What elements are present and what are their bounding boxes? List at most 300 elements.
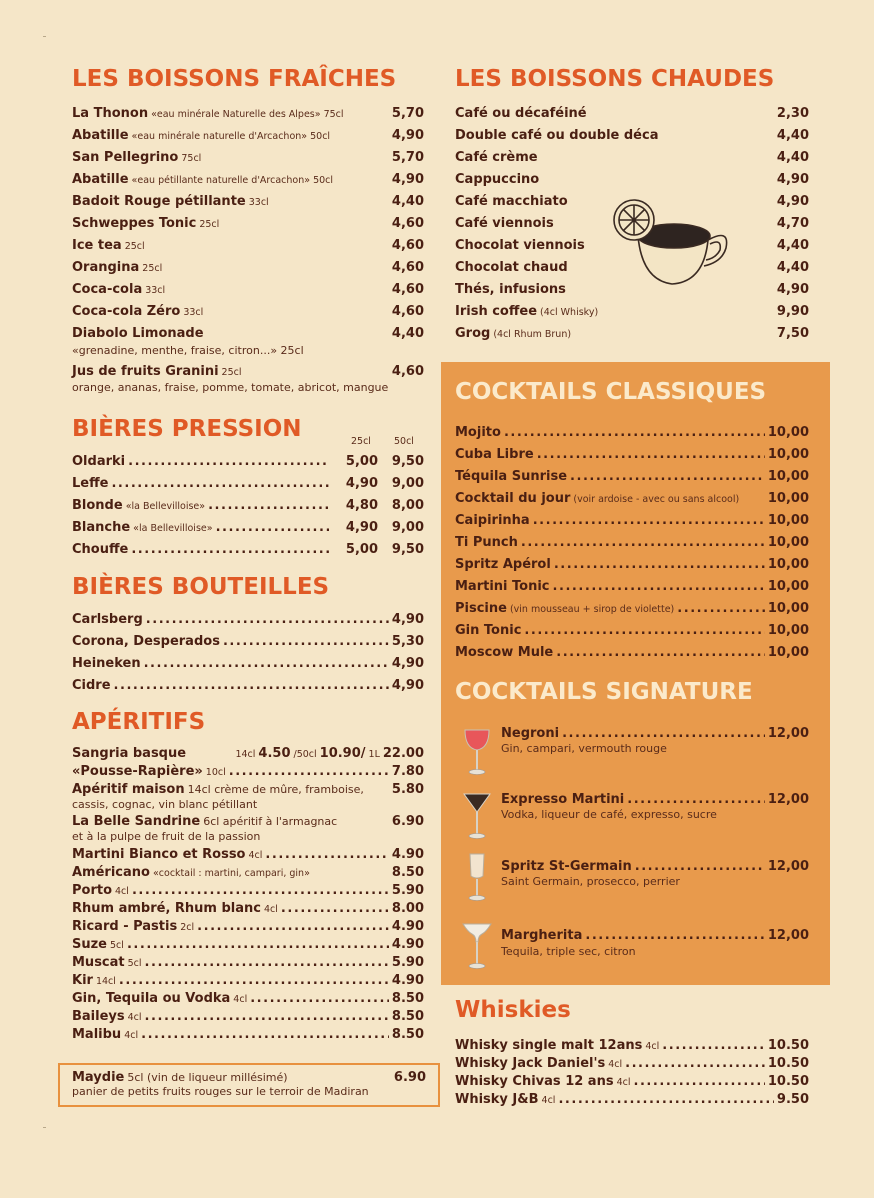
item-price: 4,60 xyxy=(391,304,424,319)
item-price: 10,00 xyxy=(767,623,809,638)
item-name: Américano xyxy=(72,865,150,880)
menu-item xyxy=(72,678,424,694)
item-note: «cocktail : martini, campari, gin» xyxy=(152,868,310,879)
dot-leader xyxy=(229,764,389,780)
item-name: Porto xyxy=(72,883,113,898)
dot-leader xyxy=(144,656,389,672)
menu-item xyxy=(72,194,424,211)
menu-item xyxy=(72,847,424,864)
menu-item xyxy=(501,726,809,742)
item-name: Chouffe xyxy=(72,542,129,557)
menu-item xyxy=(72,883,424,900)
item-name: Chocolat chaud xyxy=(455,260,568,275)
item-name: Spritz Apérol xyxy=(455,557,551,572)
menu-item xyxy=(72,973,424,990)
item-price: 4,60 xyxy=(391,216,424,231)
menu-item xyxy=(72,865,424,882)
dot-leader xyxy=(524,623,764,639)
price-50cl: 10.90/ xyxy=(319,746,366,761)
item-note: 25cl xyxy=(124,241,145,252)
dot-leader xyxy=(281,901,389,917)
item-name: Thés, infusions xyxy=(455,282,566,297)
menu-item xyxy=(455,106,809,122)
item-name: Cappuccino xyxy=(455,172,540,187)
menu-item xyxy=(455,425,809,441)
item-name: Leffe xyxy=(72,476,109,491)
item-note: 14cl xyxy=(95,976,116,987)
menu-item xyxy=(72,238,424,255)
item-name: Diabolo Limonade xyxy=(72,326,204,341)
item-name: Martini Tonic xyxy=(455,579,550,594)
menu-item xyxy=(72,454,424,470)
menu-item xyxy=(72,955,424,972)
item-price: 5.90 xyxy=(391,955,424,970)
item-name: Whisky J&B xyxy=(455,1092,539,1107)
item-note: 4cl xyxy=(124,1030,139,1041)
menu-item xyxy=(72,172,424,189)
item-note: «eau minérale naturelle d'Arcachon» 50cl xyxy=(131,131,331,142)
column-header-25cl: 25cl xyxy=(351,436,371,447)
menu-item xyxy=(72,304,424,321)
item-name: Negroni xyxy=(501,726,560,741)
dot-leader xyxy=(662,1038,765,1054)
item-description: Gin, campari, vermouth rouge xyxy=(501,742,667,755)
dot-leader xyxy=(216,520,329,536)
dot-leader xyxy=(145,1009,389,1025)
size-14cl: 14cl xyxy=(235,749,256,760)
item-name: San Pellegrino xyxy=(72,150,179,165)
item-price: 4,40 xyxy=(776,238,809,253)
item-price: 10,00 xyxy=(767,645,809,660)
item-name: Café ou décaféiné xyxy=(455,106,587,121)
item-price: 4,40 xyxy=(391,194,424,209)
dot-leader xyxy=(119,973,389,989)
item-name: Coca-cola Zéro xyxy=(72,304,181,319)
menu-item xyxy=(72,520,424,537)
dot-leader xyxy=(146,612,389,628)
item-name: Whisky single malt 12ans xyxy=(455,1038,643,1053)
item-note: (voir ardoise - avec ou sans alcool) xyxy=(573,494,740,505)
menu-item xyxy=(455,128,809,144)
item-price: 10,00 xyxy=(767,447,809,462)
item-name: Mojito xyxy=(455,425,501,440)
item-name: Cocktail du jour xyxy=(455,491,571,506)
item-price: 6.90 xyxy=(393,1070,426,1085)
dot-leader xyxy=(141,1027,389,1043)
menu-item xyxy=(455,1038,809,1055)
dot-leader xyxy=(250,991,389,1007)
item-note: 6cl apéritif à l'armagnac xyxy=(203,815,338,828)
item-name: Téquila Sunrise xyxy=(455,469,568,484)
menu-item xyxy=(455,469,809,485)
item-note: (vin mousseau + sirop de violette) xyxy=(509,604,675,615)
item-price: 4.90 xyxy=(391,847,424,862)
item-note: 2cl xyxy=(180,922,195,933)
item-price: 4,60 xyxy=(391,282,424,297)
menu-item xyxy=(72,326,424,342)
item-note: 4cl xyxy=(115,886,129,897)
menu-item xyxy=(72,901,424,918)
item-name: Grog xyxy=(455,326,491,341)
menu-item xyxy=(72,476,424,492)
menu-item xyxy=(72,1009,424,1026)
menu-item xyxy=(455,172,809,188)
item-price: 4,90 xyxy=(391,656,424,671)
menu-item xyxy=(72,282,424,299)
item-price: 8.50 xyxy=(391,1027,424,1042)
menu-item xyxy=(72,919,424,936)
item-name: Chocolat viennois xyxy=(455,238,585,253)
item-price: 5,70 xyxy=(391,150,424,165)
menu-item xyxy=(455,535,809,551)
item-price: 7.80 xyxy=(391,764,424,779)
item-name: Blonde xyxy=(72,498,123,513)
item-price: 4,90 xyxy=(391,612,424,627)
dot-leader xyxy=(553,579,765,595)
price-14cl: 4.50 xyxy=(258,746,291,761)
item-note: 5cl (vin de liqueur millésimé) xyxy=(127,1071,288,1084)
item-price: 10,00 xyxy=(767,425,809,440)
item-price: 4,90 xyxy=(776,194,809,209)
item-name: Corona, Desperados xyxy=(72,634,220,649)
item-price-50cl: 9,50 xyxy=(391,542,424,557)
menu-item xyxy=(455,304,809,321)
item-name: Gin Tonic xyxy=(455,623,522,638)
item-name: Cuba Libre xyxy=(455,447,534,462)
item-name: Whisky Jack Daniel's xyxy=(455,1056,606,1071)
item-price: 4,60 xyxy=(391,260,424,275)
item-name: Rhum ambré, Rhum blanc xyxy=(72,901,261,916)
menu-item xyxy=(455,326,809,343)
item-price: 10.50 xyxy=(767,1074,809,1089)
dot-leader xyxy=(208,498,329,514)
menu-item xyxy=(455,491,809,508)
menu-item xyxy=(72,216,424,233)
item-price-50cl: 9,00 xyxy=(391,520,424,535)
item-price: 4.90 xyxy=(391,919,424,934)
dot-leader xyxy=(111,476,329,492)
item-price: 4,90 xyxy=(776,282,809,297)
item-price-25cl: 5,00 xyxy=(345,542,378,557)
size-1l: 1L xyxy=(368,749,380,760)
item-price: 9.50 xyxy=(776,1092,809,1107)
item-price: 8.50 xyxy=(391,991,424,1006)
item-name: Martini Bianco et Rosso xyxy=(72,847,246,862)
item-name: Orangina xyxy=(72,260,140,275)
item-name: «Pousse-Rapière» xyxy=(72,764,203,779)
item-name: Suze xyxy=(72,937,108,952)
section-title-cocktails-signature: COCKTAILS SIGNATURE xyxy=(455,679,753,705)
corner-mark xyxy=(43,1127,46,1128)
item-name: Maydie xyxy=(72,1070,125,1085)
item-note: 75cl xyxy=(181,153,202,164)
item-note: 4cl xyxy=(248,850,263,861)
corner-mark xyxy=(43,36,46,37)
item-name: Caipirinha xyxy=(455,513,530,528)
section-title-boissons-chaudes: LES BOISSONS CHAUDES xyxy=(455,66,775,92)
item-price: 2,30 xyxy=(776,106,809,121)
dot-leader xyxy=(570,469,765,485)
item-price: 10.50 xyxy=(767,1056,809,1071)
item-price: 9,90 xyxy=(776,304,809,319)
menu-item xyxy=(72,542,424,558)
menu-item xyxy=(72,364,424,381)
dot-leader xyxy=(504,425,765,441)
menu-item xyxy=(72,814,424,830)
dot-leader xyxy=(197,919,389,935)
menu-item xyxy=(72,498,424,515)
item-price: 10,00 xyxy=(767,469,809,484)
item-description: et à la pulpe de fruit de la passion xyxy=(72,830,261,843)
item-price: 8.50 xyxy=(391,1009,424,1024)
item-note: «eau pétillante naturelle d'Arcachon» 50cl xyxy=(131,175,334,186)
item-name: Moscow Mule xyxy=(455,645,554,660)
item-price: 8.00 xyxy=(391,901,424,916)
dot-leader xyxy=(562,726,765,742)
item-price: 4,40 xyxy=(776,128,809,143)
item-price: 10,00 xyxy=(767,601,809,616)
item-note: (4cl Rhum Brun) xyxy=(493,329,572,340)
dot-leader xyxy=(223,634,389,650)
menu-item xyxy=(455,579,809,595)
item-name: Café crème xyxy=(455,150,538,165)
item-price-50cl: 9,50 xyxy=(391,454,424,469)
item-price: 4,70 xyxy=(776,216,809,231)
item-note: 10cl xyxy=(205,767,226,778)
menu-item xyxy=(72,991,424,1008)
item-name: Oldarki xyxy=(72,454,126,469)
dot-leader xyxy=(533,513,765,529)
dot-leader xyxy=(625,1056,765,1072)
item-price: 4.90 xyxy=(391,973,424,988)
section-title-boissons-fraiches: LES BOISSONS FRAÎCHES xyxy=(72,66,397,92)
dot-leader xyxy=(132,883,389,899)
menu-item-maydie xyxy=(72,1070,426,1086)
item-name: Gin, Tequila ou Vodka xyxy=(72,991,231,1006)
item-name: Jus de fruits Granini xyxy=(72,364,219,379)
menu-item xyxy=(72,782,424,798)
item-price: 12,00 xyxy=(767,726,809,741)
dot-leader xyxy=(585,928,765,944)
menu-item xyxy=(455,513,809,529)
dot-leader xyxy=(265,847,389,863)
dot-leader xyxy=(677,601,765,617)
item-description: cassis, cognac, vin blanc pétillant xyxy=(72,798,258,811)
item-name: Kir xyxy=(72,973,93,988)
item-note: 5cl xyxy=(110,940,124,951)
dot-leader xyxy=(627,792,765,808)
spritz-glass-icon xyxy=(462,852,492,904)
item-note: 4cl xyxy=(264,904,278,915)
section-title-whiskies: Whiskies xyxy=(455,997,571,1023)
item-note: 5cl xyxy=(127,958,142,969)
item-price: 4,90 xyxy=(391,678,424,693)
section-title-bieres-pression: BIÈRES PRESSION xyxy=(72,416,302,442)
item-note: 4cl xyxy=(645,1041,660,1052)
item-price-25cl: 5,00 xyxy=(345,454,378,469)
item-name: La Thonon xyxy=(72,106,149,121)
section-title-cocktails-classiques: COCKTAILS CLASSIQUES xyxy=(455,379,767,405)
item-price: 10,00 xyxy=(767,535,809,550)
menu-item xyxy=(455,601,809,618)
item-name: Abatille xyxy=(72,128,129,143)
menu-item xyxy=(72,260,424,277)
size-50cl: /50cl xyxy=(293,749,317,760)
item-name: Schweppes Tonic xyxy=(72,216,197,231)
item-price: 5,70 xyxy=(391,106,424,121)
menu-item xyxy=(455,645,809,661)
menu-item xyxy=(455,1056,809,1073)
item-price: 8.50 xyxy=(391,865,424,880)
item-price-25cl: 4,80 xyxy=(345,498,378,513)
item-note: 4cl xyxy=(127,1012,142,1023)
item-note: 25cl xyxy=(199,219,220,230)
item-name: Café viennois xyxy=(455,216,554,231)
dot-leader xyxy=(521,535,765,551)
menu-item xyxy=(455,1074,809,1091)
menu-item xyxy=(72,612,424,628)
item-description: Saint Germain, prosecco, perrier xyxy=(501,875,680,888)
item-price-25cl: 4,90 xyxy=(345,520,378,535)
item-note: (4cl Whisky) xyxy=(540,307,599,318)
item-name: Blanche xyxy=(72,520,131,535)
item-name: Abatille xyxy=(72,172,129,187)
item-name: Muscat xyxy=(72,955,125,970)
item-note: 4cl xyxy=(608,1059,623,1070)
item-price: 4,90 xyxy=(391,128,424,143)
item-name: Malibu xyxy=(72,1027,122,1042)
item-name: Badoit Rouge pétillante xyxy=(72,194,246,209)
item-note: «eau minérale Naturelle des Alpes» 75cl xyxy=(151,109,344,120)
item-price: 6.90 xyxy=(391,814,424,829)
section-title-aperitifs: APÉRITIFS xyxy=(72,709,206,735)
item-name: Carlsberg xyxy=(72,612,143,627)
item-price: 12,00 xyxy=(767,792,809,807)
item-price: 12,00 xyxy=(767,859,809,874)
item-price-50cl: 8,00 xyxy=(391,498,424,513)
item-name: Margherita xyxy=(501,928,583,943)
menu-item xyxy=(455,447,809,463)
menu-item xyxy=(72,1027,424,1044)
item-description: orange, ananas, fraise, pomme, tomate, abricot, mangue xyxy=(72,381,389,394)
item-name: Double café ou double déca xyxy=(455,128,659,143)
item-price: 5.90 xyxy=(391,883,424,898)
menu-item xyxy=(72,634,424,650)
item-price: 10,00 xyxy=(767,579,809,594)
item-price-25cl: 4,90 xyxy=(345,476,378,491)
item-price-50cl: 9,00 xyxy=(391,476,424,491)
item-name: Apéritif maison xyxy=(72,782,185,797)
item-price: 10,00 xyxy=(767,557,809,572)
item-name: La Belle Sandrine xyxy=(72,814,201,829)
dot-leader xyxy=(114,678,389,694)
item-note: 4cl xyxy=(233,994,248,1005)
item-name: Baileys xyxy=(72,1009,125,1024)
menu-item xyxy=(455,557,809,573)
item-note: «la Bellevilloise» xyxy=(133,523,213,534)
menu-item xyxy=(455,150,809,166)
tea-cup-illustration-icon xyxy=(612,196,732,288)
menu-item xyxy=(72,764,424,781)
item-note: 25cl xyxy=(142,263,163,274)
item-description: panier de petits fruits rouges sur le terroir de Madiran xyxy=(72,1085,369,1098)
item-price: 4.90 xyxy=(391,937,424,952)
item-name: Sangria basque xyxy=(72,746,187,761)
margarita-glass-icon xyxy=(462,920,492,972)
item-name: Ricard - Pastis xyxy=(72,919,178,934)
item-price: 10.50 xyxy=(767,1038,809,1053)
dot-leader xyxy=(145,955,389,971)
menu-item xyxy=(455,623,809,639)
item-price: 5,30 xyxy=(391,634,424,649)
menu-item xyxy=(72,150,424,167)
item-name: Café macchiato xyxy=(455,194,568,209)
dot-leader xyxy=(635,859,765,875)
column-header-50cl: 50cl xyxy=(394,436,414,447)
item-name: Coca-cola xyxy=(72,282,143,297)
item-name: Irish coffee xyxy=(455,304,538,319)
dot-leader xyxy=(127,937,389,953)
item-note: 4cl xyxy=(541,1095,556,1106)
dot-leader xyxy=(131,542,329,558)
item-note: 14cl crème de mûre, framboise, xyxy=(187,783,364,796)
item-name: Spritz St-Germain xyxy=(501,859,632,874)
item-price: 4,40 xyxy=(776,260,809,275)
menu-item xyxy=(501,859,809,875)
dot-leader xyxy=(554,557,765,573)
item-price: 12,00 xyxy=(767,928,809,943)
menu-item xyxy=(72,128,424,145)
item-price: 4,60 xyxy=(391,364,424,379)
negroni-glass-icon xyxy=(462,726,492,778)
item-note: 25cl xyxy=(221,367,242,378)
item-price: 4,90 xyxy=(776,172,809,187)
menu-item-sangria xyxy=(72,746,424,763)
item-price: 4,40 xyxy=(391,326,424,341)
section-title-bieres-bouteilles: BIÈRES BOUTEILLES xyxy=(72,574,330,600)
dot-leader xyxy=(556,645,765,661)
item-description: Vodka, liqueur de café, expresso, sucre xyxy=(501,808,717,821)
item-price: 7,50 xyxy=(776,326,809,341)
item-note: 33cl xyxy=(183,307,204,318)
martini-glass-icon xyxy=(462,790,492,842)
menu-item xyxy=(455,1092,809,1109)
dot-leader xyxy=(558,1092,773,1108)
dot-leader xyxy=(634,1074,765,1090)
item-note: 4cl xyxy=(616,1077,631,1088)
dot-leader xyxy=(537,447,765,463)
item-description: Tequila, triple sec, citron xyxy=(501,945,636,958)
item-price: 4,60 xyxy=(391,238,424,253)
price-1l: 22.00 xyxy=(382,746,424,761)
item-price: 10,00 xyxy=(767,491,809,506)
item-name: Ice tea xyxy=(72,238,122,253)
menu-item xyxy=(72,937,424,954)
item-description: «grenadine, menthe, fraise, citron...» 25cl xyxy=(72,344,304,357)
item-name: Piscine xyxy=(455,601,507,616)
item-price: 4,40 xyxy=(776,150,809,165)
item-note: «la Bellevilloise» xyxy=(125,501,206,512)
menu-item xyxy=(501,792,809,808)
item-name: Cidre xyxy=(72,678,111,693)
item-note: 33cl xyxy=(145,285,166,296)
item-price: 4,90 xyxy=(391,172,424,187)
menu-item xyxy=(72,656,424,672)
item-price: 10,00 xyxy=(767,513,809,528)
item-name: Expresso Martini xyxy=(501,792,625,807)
menu-item xyxy=(501,928,809,944)
item-name: Ti Punch xyxy=(455,535,518,550)
